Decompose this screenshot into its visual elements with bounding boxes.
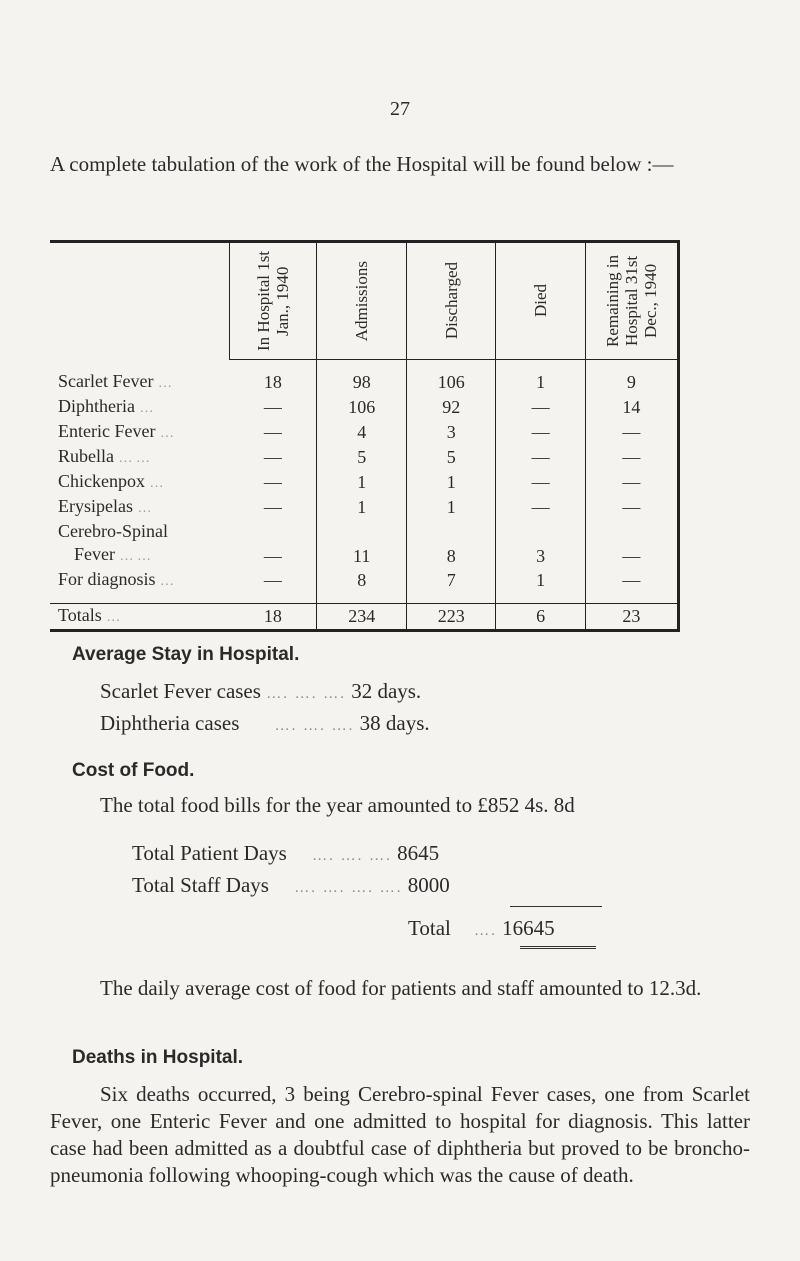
- cell-discharged: 106: [406, 360, 496, 395]
- total-admissions: 234: [317, 603, 407, 630]
- cell-discharged: 1: [406, 495, 496, 520]
- intro-text: A complete tabulation of the work of the Hospital will be found below :—: [50, 152, 674, 176]
- row-label: Diphtheria …: [58, 395, 154, 416]
- table-row: [50, 568, 679, 604]
- cell-admissions: 98: [317, 360, 407, 395]
- cell-admissions: 106: [317, 395, 407, 420]
- total-in-hospital: 18: [229, 603, 317, 630]
- cell-discharged: 3: [406, 420, 496, 445]
- total-rule: [510, 906, 602, 907]
- cell-remaining: —: [622, 471, 641, 492]
- table-row: [50, 420, 679, 445]
- row-label: Rubella … …: [58, 445, 150, 466]
- cell-admissions: 1: [317, 495, 407, 520]
- cost-of-food-heading: Cost of Food.: [72, 760, 195, 781]
- cell-died: —: [496, 470, 585, 495]
- intro-paragraph: [50, 150, 750, 179]
- cell-died: —: [496, 495, 585, 520]
- hospital-work-table: [50, 240, 680, 632]
- cell-remaining: —: [622, 496, 641, 517]
- cell-died: 1: [496, 360, 585, 395]
- table-row: [50, 470, 679, 495]
- cell-discharged: 7: [406, 568, 496, 604]
- header-remaining: Remaining in Hospital 31st Dec., 1940: [585, 242, 678, 360]
- average-stay-diphtheria: Diphtheria cases …. …. …. 38 days.: [100, 711, 430, 735]
- header-died: Died: [496, 242, 585, 360]
- cell-died: —: [496, 420, 585, 445]
- deaths-heading: Deaths in Hospital.: [72, 1047, 244, 1068]
- average-stay-heading: Average Stay in Hospital.: [72, 644, 300, 665]
- table-row: [50, 360, 679, 395]
- cell-remaining: —: [622, 545, 641, 566]
- cell-in-hospital: —: [229, 520, 317, 568]
- total-discharged: 223: [406, 603, 496, 630]
- cell-admissions: 4: [317, 420, 407, 445]
- cell-admissions: 11: [317, 520, 407, 568]
- cell-in-hospital: 18: [229, 360, 317, 395]
- totals-row: [50, 603, 679, 630]
- cell-remaining: —: [622, 569, 641, 590]
- total-days: Total …. 16645: [408, 916, 555, 940]
- header-in-hospital: In Hospital 1st Jan., 1940: [229, 242, 317, 360]
- cell-in-hospital: —: [229, 445, 317, 470]
- row-label: Chickenpox …: [58, 470, 164, 491]
- cell-remaining: —: [622, 421, 641, 442]
- cell-remaining: 9: [626, 371, 636, 392]
- food-bills-text: The total food bills for the year amounted to £852 4s. 8d: [100, 793, 575, 817]
- table-row: [50, 495, 679, 520]
- row-label: Scarlet Fever …: [58, 370, 172, 391]
- row-label: Enteric Fever …: [58, 420, 174, 441]
- cell-in-hospital: —: [229, 470, 317, 495]
- page-number: 27: [390, 98, 410, 120]
- cell-died: —: [496, 395, 585, 420]
- cell-in-hospital: —: [229, 495, 317, 520]
- total-died: 6: [496, 603, 585, 630]
- deaths-text: Six deaths occurred, 3 being Cerebro-spinal Fever cases, one from Scarlet Fever, one Enteric Fever and one admitted to hospital for diagnosis. This latter case had been admitted as a doubtful case of diphtheria but proved to be broncho-pneumonia following whooping-cough which was the cause of death.: [50, 1082, 750, 1187]
- cell-remaining: 14: [622, 396, 641, 417]
- header-blank-cell: [50, 242, 229, 360]
- cell-discharged: 5: [406, 445, 496, 470]
- header-discharged: Discharged: [406, 242, 496, 360]
- average-stay-scarlet: Scarlet Fever cases …. …. …. 32 days.: [100, 679, 422, 703]
- cell-in-hospital: —: [229, 420, 317, 445]
- daily-average-text: The daily average cost of food for patients and staff amounted to 12.3d.: [100, 976, 702, 1000]
- table-row: [50, 445, 679, 470]
- double-rule: [520, 946, 596, 951]
- row-label: For diagnosis …: [58, 568, 175, 589]
- cell-died: 3: [496, 520, 585, 568]
- cell-discharged: 1: [406, 470, 496, 495]
- table-row: [50, 395, 679, 420]
- total-staff-days: Total Staff Days …. …. …. …. 8000: [132, 873, 450, 897]
- table-row: [50, 520, 679, 568]
- cell-died: —: [496, 445, 585, 470]
- row-label: Cerebro-Spinal Fever … …: [58, 520, 168, 564]
- cell-admissions: 8: [317, 568, 407, 604]
- cell-in-hospital: —: [229, 568, 317, 604]
- cell-admissions: 5: [317, 445, 407, 470]
- table-header-row: [50, 242, 679, 360]
- cell-admissions: 1: [317, 470, 407, 495]
- cell-remaining: —: [622, 446, 641, 467]
- cell-in-hospital: —: [229, 395, 317, 420]
- cell-discharged: 8: [406, 520, 496, 568]
- total-patient-days: Total Patient Days …. …. …. 8645: [132, 841, 440, 865]
- cell-died: 1: [496, 568, 585, 604]
- header-admissions: Admissions: [317, 242, 407, 360]
- row-label: Erysipelas …: [58, 495, 152, 516]
- total-remaining: 23: [585, 603, 678, 630]
- cell-discharged: 92: [406, 395, 496, 420]
- totals-label: Totals …: [50, 603, 229, 630]
